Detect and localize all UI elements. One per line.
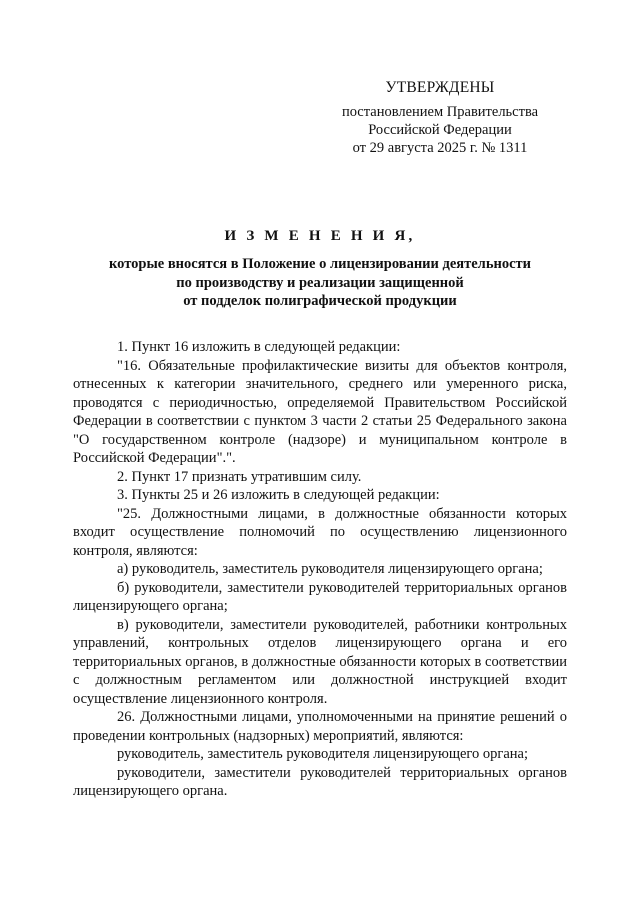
subtitle-line-3: от подделок полиграфической продукции (183, 293, 457, 309)
approval-line-3: от 29 августа 2025 г. № 1311 (352, 140, 528, 156)
paragraph-6: а) руководитель, заместитель руководителя лицензирующего органа; (117, 561, 543, 577)
approval-line-2: Российской Федерации (368, 122, 512, 138)
paragraph-11: руководители, заместители руководителей территориальных органов лицензирующего органа. (73, 764, 567, 799)
paragraph-1: 1. Пункт 16 изложить в следующей редакции: (117, 339, 401, 355)
paragraph-4: 3. Пункты 25 и 26 изложить в следующей редакции: (117, 487, 440, 503)
paragraph-7: б) руководители, заместители руководителей территориальных органов лицензирующего органа; (73, 579, 567, 614)
approval-block (340, 79, 540, 157)
paragraph-8: в) руководители, заместители руководителей, работники контрольных управлений, контрольных отделов лицензирующего органа и его территориальных органов, в должностные обязанности которых в соответствии с должностным регламентом или должностной инструкцией входит осуществление лицензионного контроля. (73, 616, 567, 707)
subtitle-line-1: которые вносятся в Положение о лицензировании деятельности (108, 256, 532, 272)
paragraph-5: "25. Должностными лицами, в должностные обязанности которых входит осуществление полномочий по осуществлению лицензионного контроля, являются: (73, 505, 567, 559)
heading-block (60, 228, 580, 311)
paragraph-10: руководитель, заместитель руководителя лицензирующего органа; (117, 746, 529, 762)
document-title: И З М Е Н Е Н И Я, (224, 228, 416, 244)
approval-title: УТВЕРЖДЕНЫ (385, 79, 495, 96)
paragraph-9: 26. Должностными лицами, уполномоченными на принятие решений о проведении контрольных (надзорных) мероприятий, являются: (73, 709, 567, 744)
paragraph-3: 2. Пункт 17 признать утратившим силу. (117, 468, 362, 485)
subtitle-line-2: по производству и реализации защищенной (176, 274, 464, 291)
approval-line-1: постановлением Правительства (341, 104, 539, 120)
document-body (73, 338, 567, 801)
paragraph-2: "16. Обязательные профилактические визиты для объектов контроля, отнесенных к категории значительного, среднего или умеренного риска, проводятся с периодичностью, определяемой Правительством Российской Федерации в соответствии с пунктом 3 части 2 статьи 25 Федерального закона "О государственном контроле (надзоре) и муниципальном контроле в Российской Федерации".". (73, 357, 567, 466)
